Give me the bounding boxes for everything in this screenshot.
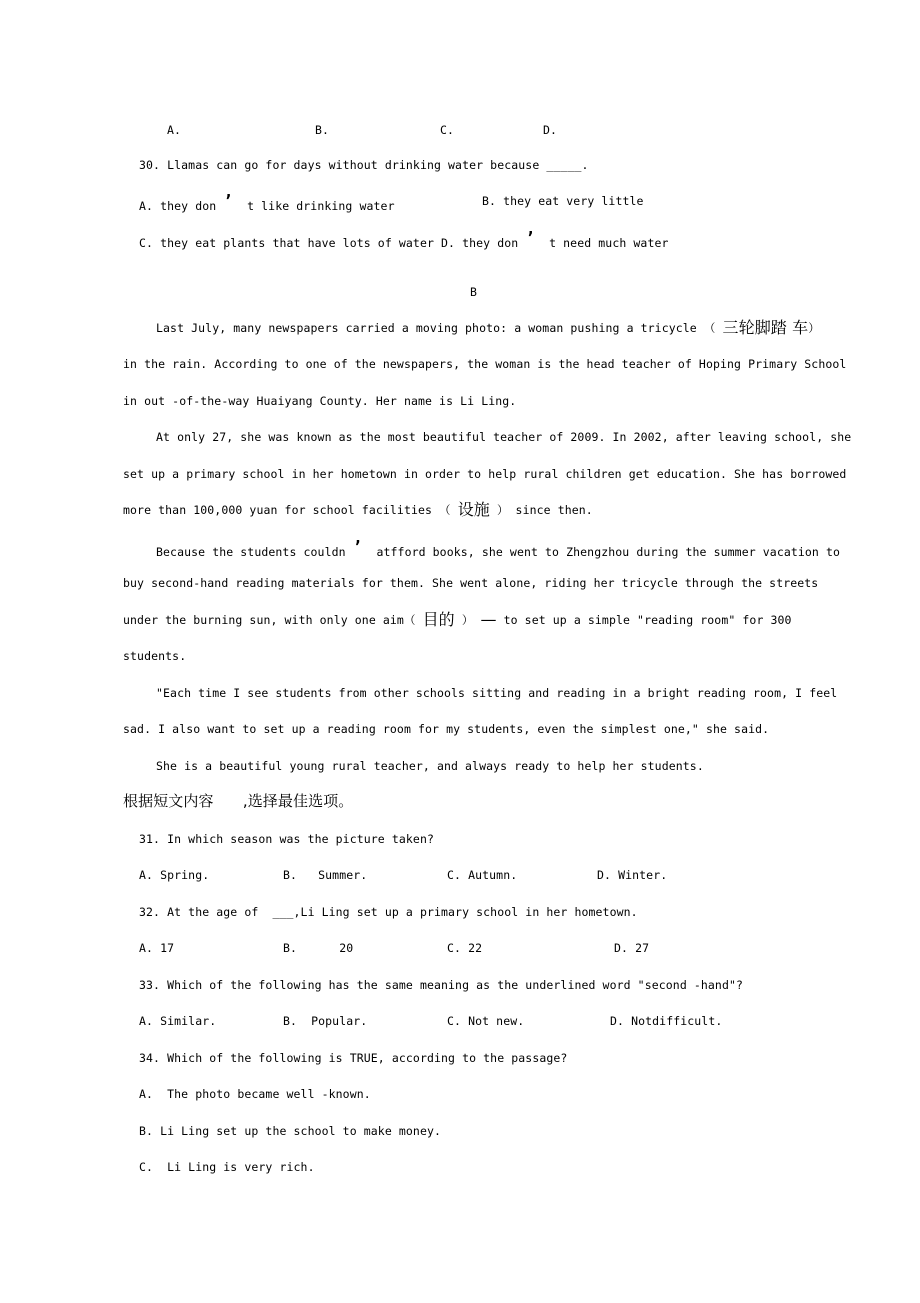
question-34-stem: 34. Which of the following is TRUE, according to the passage? bbox=[139, 1051, 568, 1065]
passage-p1-line3: in out -of-the-way Huaiyang County. Her name is Li Ling. bbox=[123, 394, 517, 408]
question-30-option-a: A. they don ’ t like drinking water bbox=[139, 191, 395, 213]
passage-p5-line1: She is a beautiful young rural teacher, and always ready to help her students. bbox=[156, 759, 704, 773]
option-b-label: B. bbox=[315, 123, 330, 137]
question-34-option-b: B. Li Ling set up the school to make money. bbox=[139, 1124, 442, 1138]
question-31-option-a: A. Spring. bbox=[139, 868, 210, 882]
passage-p1-line2: in the rain. According to one of the newspapers, the woman is the head teacher of Hoping Primary School bbox=[123, 357, 847, 371]
question-32-option-b: B. 20 bbox=[283, 941, 354, 955]
question-32-option-a: A. 17 bbox=[139, 941, 175, 955]
passage-p3-line2: buy second-hand reading materials for them. She went alone, riding her tricycle through the streets bbox=[123, 576, 819, 590]
question-33-option-d: D. Notdifficult. bbox=[610, 1014, 723, 1028]
option-d-label: D. bbox=[543, 123, 558, 137]
question-30-option-b: B. they eat very little bbox=[482, 194, 644, 208]
instruction-heading: 根据短文内容 ,选择最佳选项。 bbox=[123, 792, 354, 810]
question-33-option-a: A. Similar. bbox=[139, 1014, 217, 1028]
question-32-stem: 32. At the age of ___,Li Ling set up a primary school in her hometown. bbox=[139, 905, 638, 919]
passage-p3-line3: under the burning sun, with only one aim（ 目的 ） — to set up a simple "reading room" for 300 bbox=[123, 610, 792, 629]
question-31-option-b: B. Summer. bbox=[283, 868, 368, 882]
passage-p3-line4: students. bbox=[123, 649, 187, 663]
question-34-option-a: A. The photo became well -known. bbox=[139, 1087, 371, 1101]
question-31-stem: 31. In which season was the picture taken? bbox=[139, 832, 434, 846]
passage-p2-line2: set up a primary school in her hometown in order to help rural children get education. She has borrowed bbox=[123, 467, 847, 481]
passage-p2-line1: At only 27, she was known as the most beautiful teacher of 2009. In 2002, after leaving school, she bbox=[156, 430, 852, 444]
question-31-option-d: D. Winter. bbox=[597, 868, 668, 882]
question-33-option-b: B. Popular. bbox=[283, 1014, 368, 1028]
passage-label: B bbox=[470, 285, 478, 299]
question-32-option-d: D. 27 bbox=[614, 941, 650, 955]
passage-p4-line1: "Each time I see students from other schools sitting and reading in a bright reading room, I feel bbox=[156, 686, 838, 700]
question-32-option-c: C. 22 bbox=[447, 941, 483, 955]
passage-p3-line1: Because the students couldn ’ atfford books, she went to Zhengzhou during the summer vacation to bbox=[156, 537, 841, 559]
question-33-stem: 33. Which of the following has the same meaning as the underlined word "second -hand"? bbox=[139, 978, 744, 992]
question-33-option-c: C. Not new. bbox=[447, 1014, 525, 1028]
question-34-option-c: C. Li Ling is very rich. bbox=[139, 1160, 315, 1174]
passage-p2-line3: more than 100,000 yuan for school facilities （ 设施 ） since then. bbox=[123, 500, 593, 519]
question-30-option-c-d: C. they eat plants that have lots of water D. they don ’ t need much water bbox=[139, 228, 669, 250]
passage-p4-line2: sad. I also want to set up a reading room for my students, even the simplest one," she said. bbox=[123, 722, 770, 736]
option-c-label: C. bbox=[440, 123, 455, 137]
passage-p1-line1: Last July, many newspapers carried a moving photo: a woman pushing a tricycle （ 三轮脚踏 车） bbox=[156, 318, 820, 337]
question-30-stem: 30. Llamas can go for days without drinking water because _____. bbox=[139, 158, 589, 172]
question-31-option-c: C. Autumn. bbox=[447, 868, 518, 882]
option-a-label: A. bbox=[167, 123, 182, 137]
